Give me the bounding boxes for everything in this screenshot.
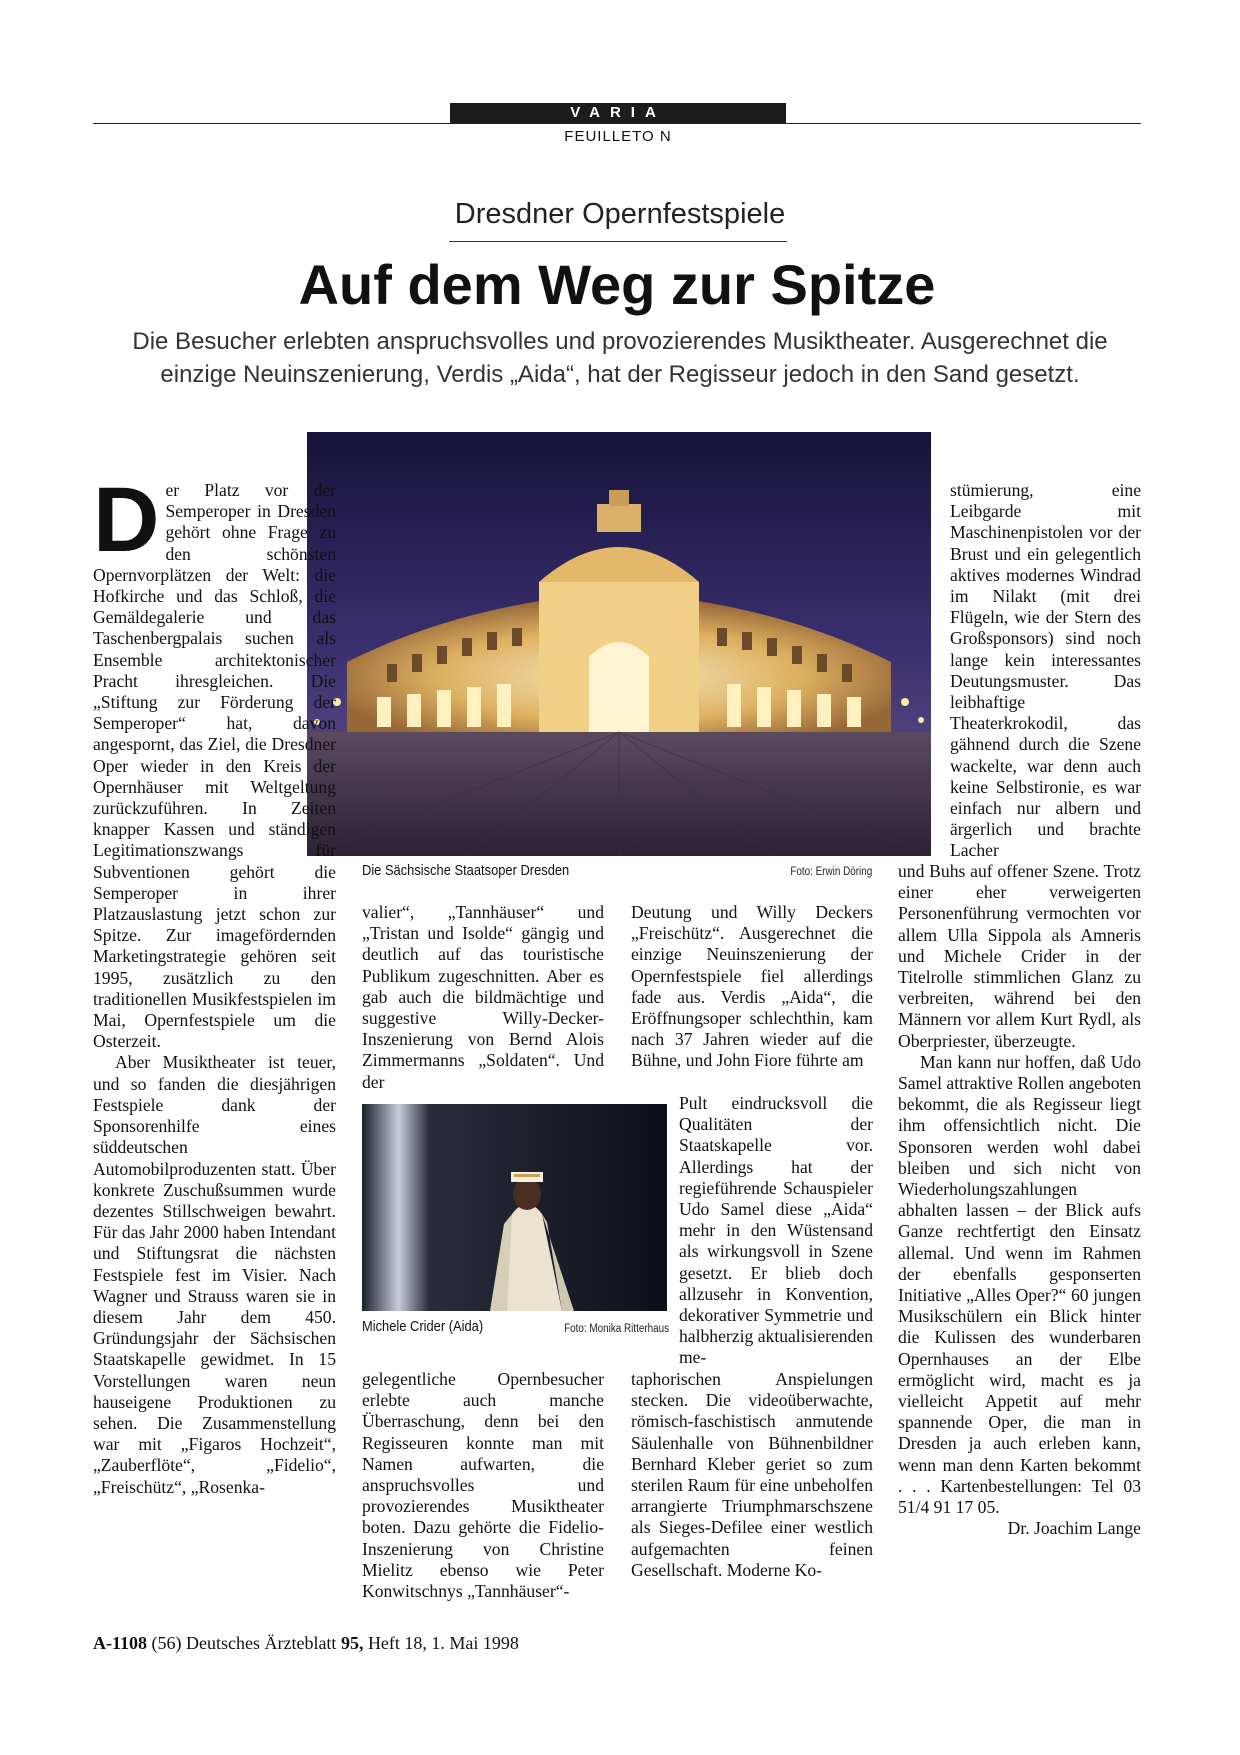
- semperoper-photo: [307, 432, 931, 856]
- column-3-top: [631, 902, 873, 1072]
- column-1: [93, 469, 336, 1498]
- michele-crider-photo: [362, 1104, 667, 1311]
- col4-text-top: stümierung, eine Leibgarde mit Maschinenpistolen vor der Brust und ein gelegentlich aktives modernes Windrad im Nilakt (mit drei Flügeln, wie der Stern des Großsponsors) sind noch lange kein interessantes Deutungsmuster. Das leibhaftige Theaterkrokodil, das gähnend durch die Szene wackelte, war denn auch keine Selbstironie, es war einfach nur albern und ärgerlich und brachte Lacher: [950, 480, 1141, 861]
- lead-line-1: Die Besucher erlebten anspruchsvolles und provozierendes Musiktheater. Ausgerechnet die: [132, 328, 1108, 355]
- col4-paragraph-2: Man kann nur hoffen, daß Udo Samel attraktive Rollen angeboten bekommt, die als Regisseur liegt ihm offensichtlich nicht. Die Sponsoren werden wohl dabei bleiben und sich nicht von Wiederholungszahlungen abhalten lassen – der Blick aufs Ganze rechtfertigt den Einsatz allemal. Und wenn im Rahmen der ebenfalls gesponserten Initiative „Alles Oper?“ 60 jungen Musikschülern ein Blick hinter die Kulissen des wunderbaren Opernhauses an der Elbe ermöglicht wird, macht es ja vielleicht Appetit auf mehr spannende Oper, die man in Dresden ja auch erleben kann, wenn man denn Karten bekommt . . . Kartenbestellungen: Tel 03 51/4 91 17 05.: [898, 1051, 1141, 1518]
- article-headline: Auf dem Weg zur Spitze: [298, 253, 936, 316]
- footer-page-number: A-1108: [93, 1633, 147, 1653]
- column-3-narrow: [679, 1093, 873, 1369]
- col1-paragraph-2: Aber Musiktheater ist teuer, und so fanden die diesjährigen Festspiele dank der Sponsorenhilfe eines süddeutschen Automobilproduzenten statt. Über konkrete Zuschußsummen wurde dezentes Stillschweigen bewahrt. Für das Jahr 2000 haben Intendant und Stiftungsrat die nächsten Festspiele fest im Visier. Nach Wagner und Strauss waren sie in diesem Jahr dem 450. Gründungsjahr der Sächsischen Staatskapelle gewidmet. In 15 Vorstellungen waren neun hauseigene Produktionen zu sehen. Die Zusammenstellung war mit „Figaros Hochzeit“, „Zauberflöte“, „Fidelio“, „Freischütz“, „Rosenka-: [93, 1052, 336, 1497]
- header-rule: [93, 123, 1141, 124]
- column-2-bottom: [362, 1369, 604, 1602]
- footer-publication: (56) Deutsches Ärzteblatt: [151, 1633, 337, 1653]
- col2-text-top: valier“, „Tannhäuser“ und „Tristan und Isolde“ gängig und deutlich auf das touristische Publikum zugeschnitten. Aber es gab auch die bildmächtige und suggestive Willy-Decker-Inszenierung von Bernd Alois Zimmermanns „Soldaten“. Und der: [362, 902, 604, 1092]
- col4-paragraph-1: und Buhs auf offener Szene. Trotz einer eher verweigerten Personenführung vermochten vor allem Ulla Sippola als Amneris und Michele Crider in der Titelrolle stimmlichen Glanz zu verbreiten, während bei den Männern vor allem Kurt Rydl, als Oberpriester, überzeugte.: [898, 861, 1141, 1051]
- opera-photo-caption: Die Sächsische Staatsoper Dresden: [362, 862, 570, 879]
- kicker-underline: [449, 241, 787, 242]
- subsection-label: FEUILLETO N: [564, 128, 672, 145]
- column-2-top: [362, 902, 604, 1093]
- column-4-bottom: [898, 861, 1141, 1540]
- singer-photo-credit: Foto: Monika Ritterhaus: [563, 1323, 669, 1335]
- section-label: VARIA: [450, 103, 786, 123]
- article-lead: [110, 325, 1130, 391]
- article-kicker: Dresdner Opernfestspiele: [454, 198, 786, 230]
- footer-issue: Heft 18, 1. Mai 1998: [367, 1633, 519, 1653]
- col3-text-bottom: taphorischen Anspielungen stecken. Die videoüberwachte, römisch-faschistisch anmutende Säulenhalle von Bühnenbildner Bernhard Kleber geriet so zum sterilen Raum für eine unbeholfen arrangierte Triumphmarschszene als Sieges-Defilee einer westlich aufgemachten feinen Gesellschaft. Moderne Ko-: [631, 1369, 873, 1580]
- page-footer: [93, 1633, 519, 1654]
- lead-line-2: einzige Neuinszenierung, Verdis „Aida“, hat der Regisseur jedoch in den Sand gesetzt.: [160, 361, 1080, 388]
- col2-text-bottom: gelegentliche Opernbesucher erlebte auch manche Überraschung, denn bei den Regisseuren konnte man mit Namen aufwarten, die anspruchsvolles und provozierendes Musiktheater boten. Dazu gehörte die Fidelio-Inszenierung von Christine Mielitz ebenso wie Peter Konwitschnys „Tannhäuser“-: [362, 1369, 604, 1602]
- col3-text-narrow: Pult eindrucksvoll die Qualitäten der Staatskapelle vor. Allerdings hat der regieführende Schauspieler Udo Samel diese „Aida“ mehr in den Wüstensand als wirkungsvoll in Szene gesetzt. Er blieb doch allzusehr in Konvention, dekorativer Symmetrie und halbherzig aktualisierenden me-: [679, 1093, 873, 1368]
- column-4-top: [950, 480, 1141, 862]
- dropcap: D: [93, 469, 160, 571]
- column-3-bottom: [631, 1369, 873, 1581]
- col1-paragraph-1: er Platz vor der Semperoper in Dresden gehört ohne Frage zu den schönsten Opernvorplätzen der Welt: die Hofkirche und das Schloß, die Gemäldegalerie und das Taschenbergpalais suchen als Ensemble architektonischer Pracht ihresgleichen. Die „Stiftung zur Förderung der Semperoper“ hat, davon angespornt, das Ziel, die Dresdner Oper wieder in den Kreis der Opernhäuser mit Weltgeltung zurückzuführen. In Zeiten knapper Kassen und ständigen Legitimationszwangs für Subventionen gehört die Semperoper in ihrer Platzauslastung jetzt schon zur Spitze. Zur imagefördernden Marketingstrategie gehören seit 1995, zusätzlich zu den traditionellen Musikfestspielen im Mai, Opernfestspiele um die Osterzeit.: [93, 480, 336, 1052]
- footer-volume: 95,: [340, 1633, 364, 1653]
- singer-photo-caption: Michele Crider (Aida): [362, 1318, 484, 1335]
- opera-photo-credit: Foto: Erwin Döring: [790, 866, 872, 878]
- col3-text-top: Deutung und Willy Deckers „Freischütz“. Ausgerechnet die einzige Neuinszenierung der Opernfestspiele fiel allerdings fade aus. Verdis „Aida“, die Eröffnungsoper schlechthin, kam nach 37 Jahren wieder auf die Bühne, und John Fiore führte am: [631, 902, 873, 1071]
- author-signature: Dr. Joachim Lange: [1007, 1518, 1141, 1539]
